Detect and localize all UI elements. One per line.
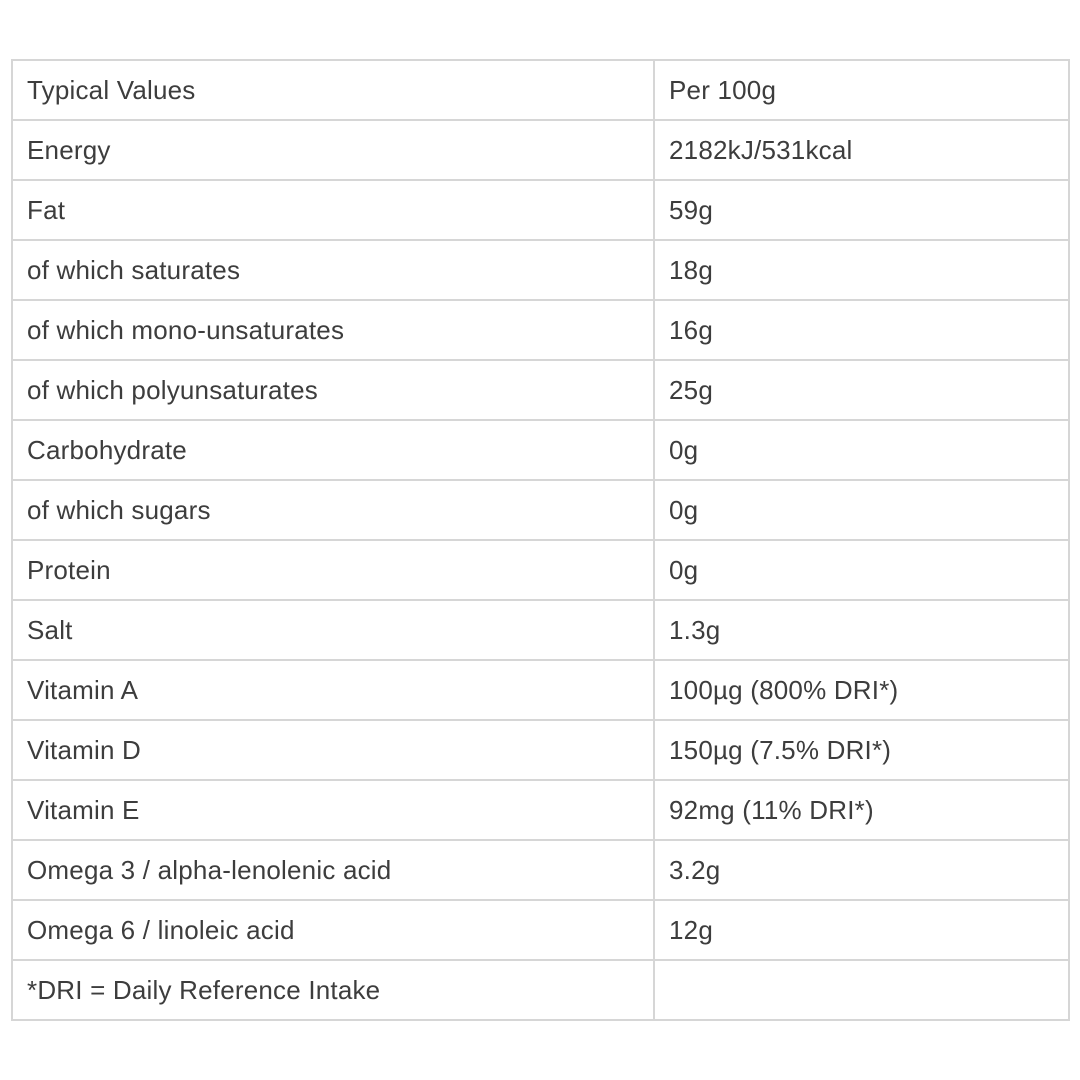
nutrient-label: of which mono-unsaturates: [12, 300, 654, 360]
nutrient-label: Omega 3 / alpha-lenolenic acid: [12, 840, 654, 900]
table-header-row: [12, 60, 1069, 120]
table-row: [12, 360, 1069, 420]
nutrient-value: 0g: [654, 540, 1069, 600]
nutrient-label: Vitamin D: [12, 720, 654, 780]
nutrient-label: of which sugars: [12, 480, 654, 540]
nutrient-value: 1.3g: [654, 600, 1069, 660]
nutrition-table-head: [12, 60, 1069, 120]
nutrient-label: Energy: [12, 120, 654, 180]
table-row: [12, 420, 1069, 480]
nutrient-label: Fat: [12, 180, 654, 240]
nutrient-label: *DRI = Daily Reference Intake: [12, 960, 654, 1020]
nutrient-label: Salt: [12, 600, 654, 660]
nutrition-table: [11, 59, 1070, 1021]
nutrient-value: 92mg (11% DRI*): [654, 780, 1069, 840]
table-row: [12, 300, 1069, 360]
column-header-per-100g: Per 100g: [654, 60, 1069, 120]
nutrient-value: [654, 960, 1069, 1020]
nutrient-label: Vitamin E: [12, 780, 654, 840]
nutrient-label: Omega 6 / linoleic acid: [12, 900, 654, 960]
nutrient-label: Vitamin A: [12, 660, 654, 720]
column-header-typical-values: Typical Values: [12, 60, 654, 120]
nutrition-table-body: [12, 120, 1069, 1020]
nutrient-label: of which polyunsaturates: [12, 360, 654, 420]
table-row: [12, 120, 1069, 180]
table-row: [12, 900, 1069, 960]
table-row: [12, 540, 1069, 600]
nutrient-value: 16g: [654, 300, 1069, 360]
nutrient-value: 18g: [654, 240, 1069, 300]
nutrient-value: 25g: [654, 360, 1069, 420]
nutrient-value: 0g: [654, 480, 1069, 540]
table-row: [12, 780, 1069, 840]
table-row: [12, 840, 1069, 900]
nutrient-value: 3.2g: [654, 840, 1069, 900]
table-row: [12, 480, 1069, 540]
table-row: [12, 660, 1069, 720]
nutrient-label: Carbohydrate: [12, 420, 654, 480]
nutrient-label: of which saturates: [12, 240, 654, 300]
table-row: [12, 240, 1069, 300]
nutrient-value: 150µg (7.5% DRI*): [654, 720, 1069, 780]
table-row: [12, 960, 1069, 1020]
nutrient-value: 2182kJ/531kcal: [654, 120, 1069, 180]
table-row: [12, 720, 1069, 780]
nutrient-value: 0g: [654, 420, 1069, 480]
nutrient-value: 100µg (800% DRI*): [654, 660, 1069, 720]
table-row: [12, 600, 1069, 660]
nutrient-value: 12g: [654, 900, 1069, 960]
nutrient-label: Protein: [12, 540, 654, 600]
table-row: [12, 180, 1069, 240]
nutrient-value: 59g: [654, 180, 1069, 240]
